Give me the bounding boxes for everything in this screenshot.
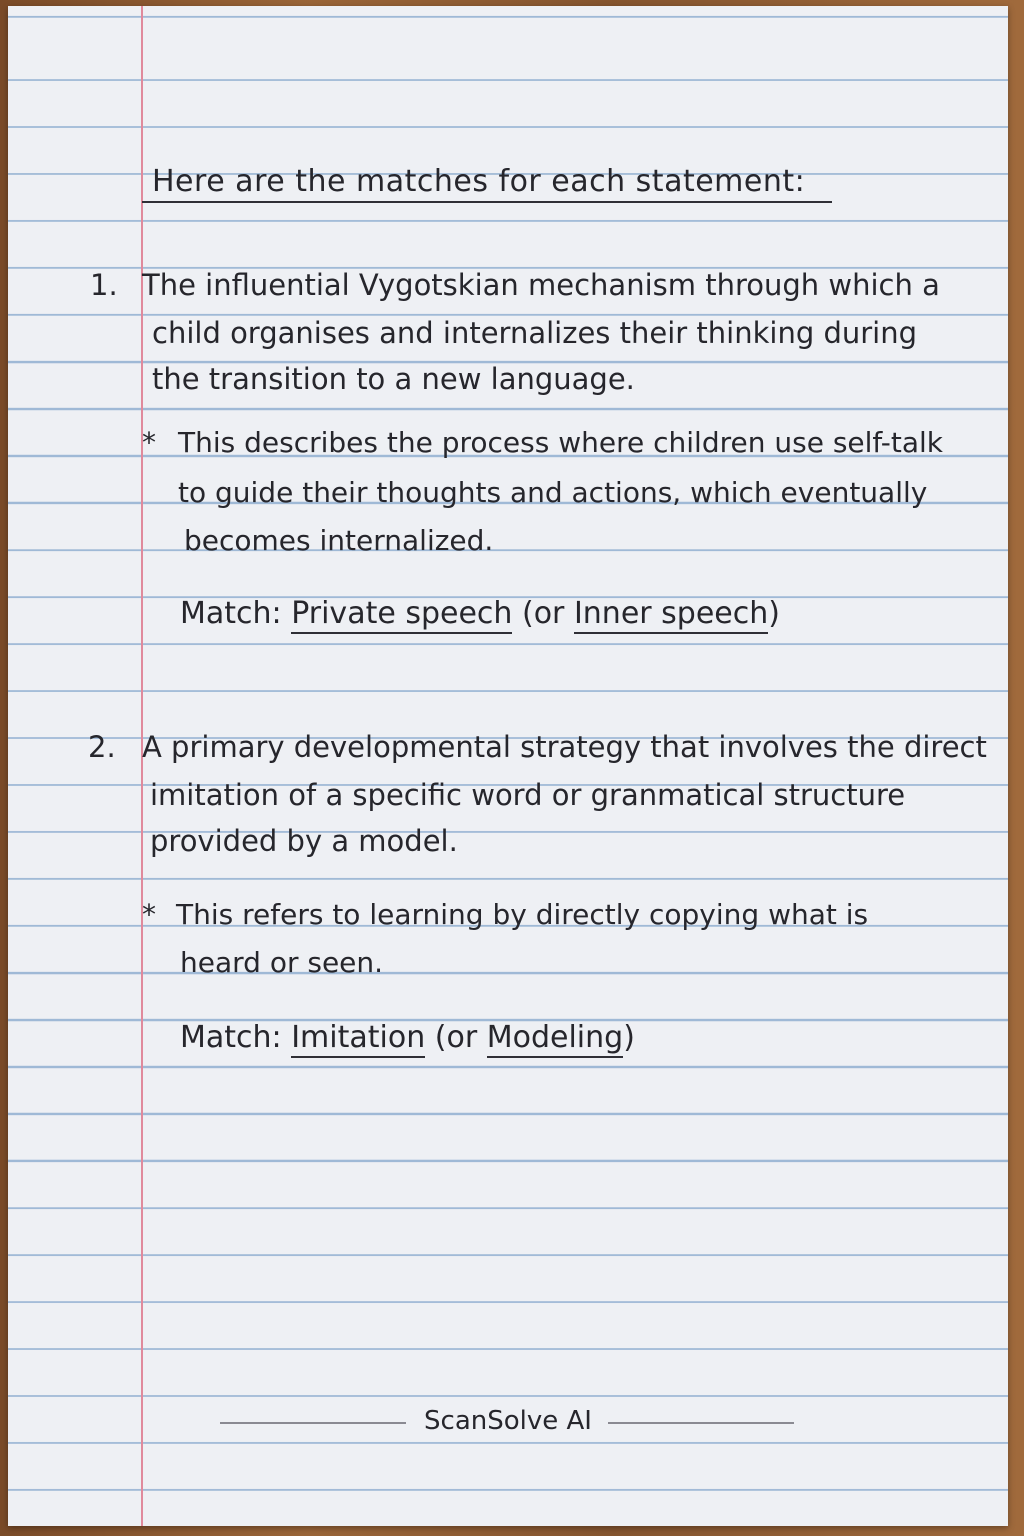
match-label: Match: <box>180 1020 282 1055</box>
match-primary: Private speech <box>291 596 512 634</box>
footer-brand: ScanSolve AI <box>424 1406 592 1436</box>
statement-line: child organises and internalizes their thinking during <box>152 316 918 350</box>
note-line: This refers to learning by directly copying what is <box>176 898 869 931</box>
note-line: to guide their thoughts and actions, which eventually <box>178 476 928 509</box>
match-open: (or <box>521 596 565 631</box>
margin-line <box>141 6 143 1526</box>
statement-line: A primary developmental strategy that involves the direct <box>142 730 987 764</box>
note-bullet: * <box>142 426 156 459</box>
statement-line: The influential Vygotskian mechanism through which a <box>142 268 940 302</box>
match-row <box>180 1020 635 1055</box>
match-primary: Imitation <box>291 1020 425 1058</box>
statement-line: the transition to a new language. <box>152 362 635 396</box>
match-label: Match: <box>180 596 282 631</box>
heading-underline <box>142 201 832 203</box>
match-alt: Inner speech <box>574 596 768 634</box>
match-alt: Modeling <box>487 1020 623 1058</box>
item-number: 1. <box>90 268 118 302</box>
statement-line: provided by a model. <box>150 824 458 858</box>
note-line: This describes the process where children use self-talk <box>178 426 943 459</box>
page-heading: Here are the matches for each statement: <box>152 164 806 199</box>
note-line: becomes internalized. <box>184 524 494 557</box>
statement-line: imitation of a specific word or granmatical structure <box>150 778 906 812</box>
notebook-page <box>8 6 1008 1526</box>
match-close: ) <box>623 1020 635 1055</box>
match-row <box>180 596 780 631</box>
footer-rule-right <box>608 1422 794 1424</box>
match-close: ) <box>768 596 780 631</box>
note-bullet: * <box>142 898 156 931</box>
item-number: 2. <box>88 730 116 764</box>
note-line: heard or seen. <box>180 946 384 979</box>
match-open: (or <box>434 1020 478 1055</box>
